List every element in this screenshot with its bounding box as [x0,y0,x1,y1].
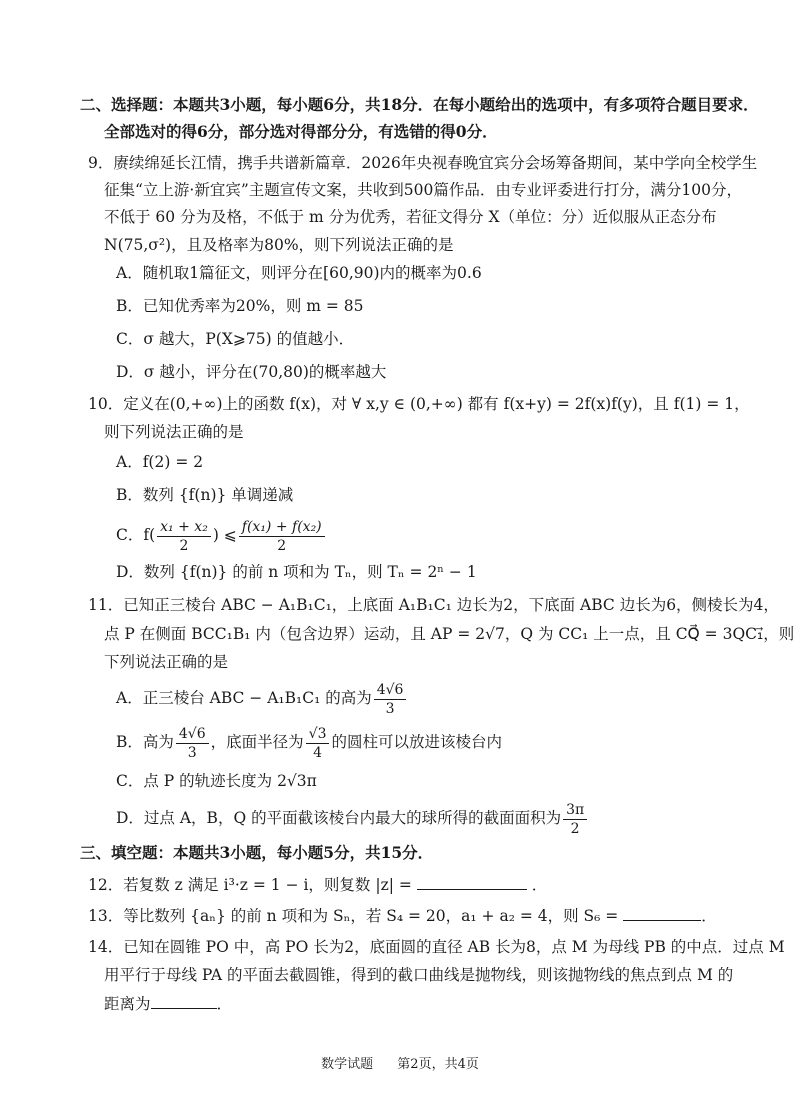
page-footer [0,1053,800,1072]
q11-option-a-den: 3 [385,700,395,717]
q12-text: 12．若复数 z 满足 i³·z = 1 − i，则复数 |z| = [88,876,412,894]
footer-subject: 数学试题 [321,1057,374,1072]
q10-option-c-mid: ) ⩽ [212,526,237,544]
q9-option-b: B．已知优秀率为20%，则 m = 85 [116,297,364,315]
q10-option-c-num2: f(x₁) + f(x₂) [239,518,325,537]
q9-stem-line2: 征集“立上游·新宜宾”主题宣传文案，共收到500篇作品．由专业评委进行打分，满分100分， [104,181,742,199]
q12-end: ． [531,876,548,894]
q14-line2: 用平行于母线 PA 的平面去截圆锥，得到的截口曲线是抛物线，则该抛物线的焦点到点 M 的 [104,966,734,984]
q11-option-a-prefix: A．正三棱台 ABC − A₁B₁C₁ 的高为 [116,689,372,707]
q9-stem-line3: 不低于 60 分为及格，不低于 m 分为优秀，若征文得分 X（单位：分）近似服从正态分布 [104,208,717,226]
q11-option-d-prefix: D．过点 A，B，Q 的平面截该棱台内最大的球所得的截面面积为 [116,809,562,827]
q11-option-d [116,798,589,838]
q11-option-b-den1: 3 [187,744,197,761]
q11-option-d-fraction [563,801,587,838]
q10-stem-line2: 则下列说法正确的是 [104,423,244,441]
q9-option-d: D．σ 越小，评分在(70,80)的概率越大 [116,363,387,381]
q9-stem-line4: N(75,σ²)，且及格率为80%，则下列说法正确的是 [104,236,454,254]
q11-option-c: C．点 P 的轨迹长度为 2√3π [116,772,317,790]
q11-option-d-num: 3π [563,801,587,820]
q11-option-b-prefix: B．高为 [116,733,174,751]
q10-option-d: D．数列 {f(n)} 的前 n 项和为 Tₙ，则 Tₙ = 2ⁿ − 1 [116,563,477,581]
q10-option-c-fraction2 [239,518,325,555]
q9-option-c: C．σ 越大，P(X⩾75) 的值越小． [116,330,355,348]
q11-stem-line3: 下列说法正确的是 [104,653,229,671]
q11-option-a-fraction [374,681,407,718]
q11-option-a-num: 4√6 [374,681,407,700]
q11-option-b-den2: 4 [313,744,323,761]
q12 [88,873,547,896]
q13-text: 13．等比数列 {aₙ} 的前 n 项和为 Sₙ，若 S₄ = 20，a₁ + a₂ = 4，则 S₆ = [88,907,619,925]
q14-end: ． [216,995,233,1013]
section2-header-line1: 二、选择题：本题共3小题，每小题6分，共18分．在每小题给出的选项中，有多项符合题目要求． [80,95,759,114]
q12-answer-blank[interactable] [417,873,527,890]
footer-page-number: 第2页，共4页 [397,1057,479,1072]
q11-option-b [116,722,502,762]
section3-header: 三、填空题：本题共3小题，每小题5分，共15分． [80,843,434,862]
q10-option-c-prefix: C．f( [116,526,156,544]
q9-stem-line1: 9．赓续绵延长江情，携手共谱新篇章．2026年央视春晚宜宾分会场筹备期间，某中学向全校学生 [88,154,758,172]
q10-option-c [116,515,327,555]
q9-option-a: A．随机取1篇征文，则评分在[60,90)内的概率为0.6 [116,264,482,282]
q11-stem-line1: 11．已知正三棱台 ABC − A₁B₁C₁，上底面 A₁B₁C₁ 边长为2，下底面 ABC 边长为6，侧棱长为4， [88,596,779,614]
q11-stem-line2: 点 P 在侧面 BCC₁B₁ 内（包含边界）运动，且 AP = 2√7，Q 为 CC₁ 上一点，且 CQ⃗ = 3QC₁⃗，则 [104,625,795,643]
q11-option-a [116,678,408,718]
q10-option-a: A．f(2) = 2 [116,453,204,471]
q14-line3 [104,992,232,1015]
q10-option-c-num1: x₁ + x₂ [157,518,211,537]
q13 [88,904,717,927]
q13-end: ． [701,907,717,925]
q14-line1: 14．已知在圆锥 PO 中，高 PO 长为2，底面圆的直径 AB 长为8，点 M 为母线 PB 的中点．过点 M [88,938,785,956]
q11-option-b-suffix: 的圆柱可以放进该棱台内 [331,733,502,751]
q10-option-c-den1: 2 [179,537,189,554]
q14-answer-blank[interactable] [151,992,217,1009]
q11-option-b-mid: ，底面半径为 [210,733,304,751]
q11-option-b-fraction1 [176,725,209,762]
q10-stem-line1: 10．定义在(0,+∞)上的函数 f(x)，对 ∀ x,y ∈ (0,+∞) 都有 f(x+y) = 2f(x)f(y)，且 f(1) = 1， [88,395,750,413]
q11-option-b-num1: 4√6 [176,725,209,744]
q13-answer-blank[interactable] [623,904,701,921]
q10-option-b: B．数列 {f(n)} 单调递减 [116,486,294,504]
q11-option-b-fraction2 [306,725,330,762]
q10-option-c-den2: 2 [277,537,287,554]
q11-option-d-den: 2 [570,820,580,837]
section2-header-line2: 全部选对的得6分，部分选对得部分分，有选错的得0分． [104,122,498,141]
q10-option-c-fraction1 [157,518,211,555]
q11-option-b-num2: √3 [306,725,330,744]
q14-line3-text: 距离为 [104,995,151,1013]
